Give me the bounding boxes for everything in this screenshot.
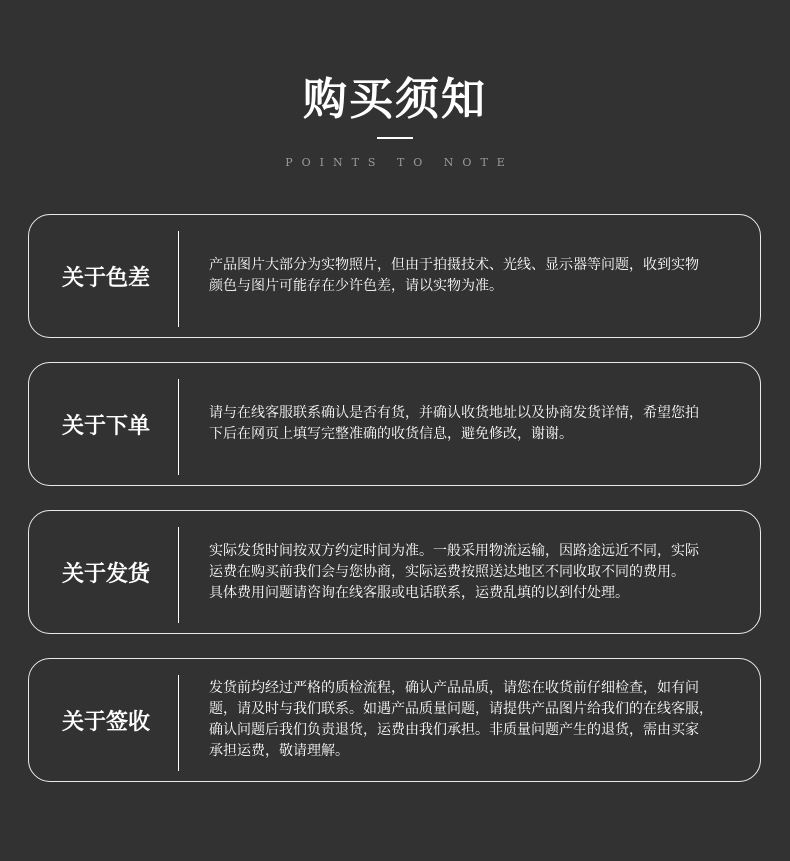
page-title: 购买须知 [303,74,487,125]
notice-card-receiving [28,658,761,782]
card-divider [178,527,179,623]
card-text: 发货前均经过严格的质检流程，确认产品品质，请您在收货前仔细检查，如有问 题，请及时与我们联系。如遇产品质量问题，请提供产品图片给我们的在线客服， 确认问题后我们负责退货，运费由我们承担。非质量问题产生的退货，需由买家 承担运费，敬请理解。 [209,680,713,759]
card-text: 请与在线客服联系确认是否有货，并确认收货地址以及协商发货详情，希望您拍 下后在网页上填写完整准确的收货信息，避免修改，谢谢。 [209,405,699,442]
card-label: 关于下单 [61,413,150,439]
card-divider [178,379,179,475]
title-underline [377,137,413,139]
notice-card-ordering [28,362,761,486]
card-text: 产品图片大部分为实物照片，但由于拍摄技术、光线、显示器等问题，收到实物 颜色与图片可能存在少许色差，请以实物为准。 [209,257,699,294]
card-label: 关于发货 [61,561,150,587]
card-label: 关于色差 [61,265,150,291]
card-divider [178,231,179,327]
card-text: 实际发货时间按双方约定时间为准。一般采用物流运输，因路途远近不同，实际 运费在购买前我们会与您协商，实际运费按照送达地区不同收取不同的费用。 具体费用问题请咨询在线客服或电话联系，运费乱填的以到付处理。 [209,542,699,601]
card-divider [178,675,179,771]
page-subtitle: POINTS TO NOTE [285,156,514,169]
card-label: 关于签收 [61,709,150,735]
notice-card-shipping [28,510,761,634]
notice-card-color-difference [28,214,761,338]
page-header [0,0,790,200]
